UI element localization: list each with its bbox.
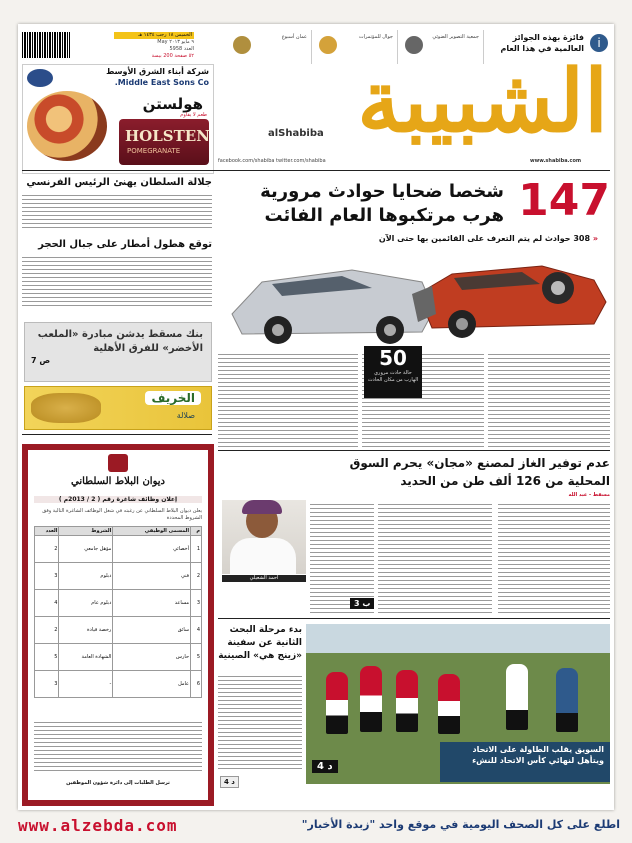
social-links[interactable]: facebook.com/shabiba twitter.com/shabiba [218,158,326,164]
person-photo [222,500,306,574]
barcode [22,32,70,58]
footer-slogan: اطلع على كل الصحف اليومية في موقع واحد "زبدة الأخبار" [301,818,620,831]
table-row: 3 مساعد دبلوم عام 4 [35,590,202,617]
footer-url[interactable]: www.alzebda.com [18,816,178,835]
main-headline-1[interactable]: شخصا ضحايا حوادث مرورية [260,181,504,202]
story-body [22,255,212,309]
gas-col-2 [378,502,492,614]
sports-caption: السويق يقلب الطاولة على الاتحاد ويتأهل لنهائي كأس الاتحاد للنشء [440,742,610,782]
china-page-ref[interactable]: د 4 [220,776,239,788]
crashed-cars-image [222,244,612,348]
main-number: 147 [518,175,610,226]
china-story-body [218,674,302,772]
mesco-logo-icon [27,69,53,87]
teaser-mobile[interactable]: جوال للمؤتمرات [317,30,398,64]
gas-headline-1[interactable]: عدم توفير الغاز لمصنع «مجان» يحرم السوق [349,456,610,470]
table-row: 6 عامل - 3 [35,671,202,698]
ad-holsten[interactable]: شركة أبناء الشرق الأوسط Middle East Sons Co. هولستن HOLSTEN POMEGRANATE طعم لا يقاوم [22,64,214,174]
table-row: 2 فني دبلوم 3 [35,563,202,590]
player [396,670,418,732]
china-headline[interactable]: بدء مرحلة البحث الثانية عن سفينة «زينج هي» الصينية [218,625,302,661]
jobs-header-row: م المسمى الوظيفي الشروط العدد [35,527,202,536]
issue-date: الخميس ١٨ رجب ١٤٣٤ هـ ٩ مايو ٢٠١٣ May العدد 5958 ٥٢ صفحة 200 بيسة [114,32,194,60]
promo-image [31,393,101,423]
player [326,672,348,734]
masthead-rule [22,170,610,171]
player [438,674,460,734]
teaser-awards[interactable]: i فائزة بهذه الجوائز العالمية في هذا العام [490,30,610,64]
emblem-icon [108,454,128,472]
pizza-image [27,91,107,161]
table-row: 1 أخصائي مؤهل جامعي 2 [35,536,202,563]
masthead-title-en: alShabiba [268,128,324,139]
main-story-col-3 [218,352,358,448]
gas-col-1 [498,502,610,614]
footer-banner[interactable] [0,812,632,843]
job-notice[interactable]: ديوان البلاط السلطاني إعلان وظائف شاغرة رقم ( 2 / 2013م ) يعلن ديوان البلاط السلطاني عن رغبته في شغل الوظائف الشاغرة التالية وفق الشروط المحددة م المسمى الوظيفي الشروط العدد 1 أخصائي مؤهل جامعي 2 2 فني دبلوم 3 3 مساعد دبلوم عام 4 4 سائق رخصة قيادة 2 5 حارس الشهادة العامة 5 6 عامل - 3 ترسل الطلبات إلى دائرة شؤون الموظفين [22,444,214,806]
newspaper-page [18,24,614,810]
website[interactable]: www.shabiba.com [530,158,582,164]
job-notice-terms [34,720,202,774]
bank-box[interactable]: بنك مسقط يدشن مبادرة «الملعب الأخضر» للفرق الأهلية ص 7 [24,322,212,382]
story-body [22,193,212,229]
side-story-weather[interactable]: توقع هطول أمطار على جبال الحجر [22,238,212,309]
player [360,666,382,732]
promo-box[interactable]: الخريف صلالة [24,386,212,430]
section-rule [218,450,610,451]
sports-page-ref[interactable]: د 4 [312,760,338,773]
trophy-icon: i [590,34,608,52]
player [556,668,578,732]
teaser-week[interactable]: عمان أسبوع [231,30,312,64]
gas-page-ref[interactable]: ب 3 [350,598,374,609]
sports-photo [306,624,610,784]
person-turban [242,500,282,514]
stat-box: 50 حالة حادث مروري الهارب من مكان الحادث [364,346,422,398]
table-row: 4 سائق رخصة قيادة 2 [35,617,202,644]
holsten-can: HOLSTEN POMEGRANATE [119,119,209,165]
side-story-sultan[interactable]: جلالة السلطان يهنئ الرئيس الفرنسي [22,176,212,229]
main-headline-2[interactable]: هرب مرتكبوها العام الفائت [264,205,504,226]
teaser-photo[interactable]: جمعية التصوير الضوئي [403,30,484,64]
photo-caption: أحمد الشعيلي [222,575,306,582]
crash-photo [222,244,612,348]
gas-byline: مسقط - عبد الله [568,492,610,498]
jobs-table [34,526,202,698]
chevron-icon: « [592,234,598,243]
main-subhead: « 308 حوادث لم يتم التعرف على القائمين بها حتى الآن [378,234,598,243]
gas-headline-2[interactable]: المحلية من 126 ألف طن من الحديد [400,474,610,488]
main-story-col-1 [488,352,610,448]
player [506,664,528,730]
sidebar-rule [22,434,212,435]
lower-rule [218,618,610,619]
table-row: 5 حارس الشهادة العامة 5 [35,644,202,671]
masthead-title: الشبيبة [357,51,608,152]
person-dishdasha [230,538,296,574]
